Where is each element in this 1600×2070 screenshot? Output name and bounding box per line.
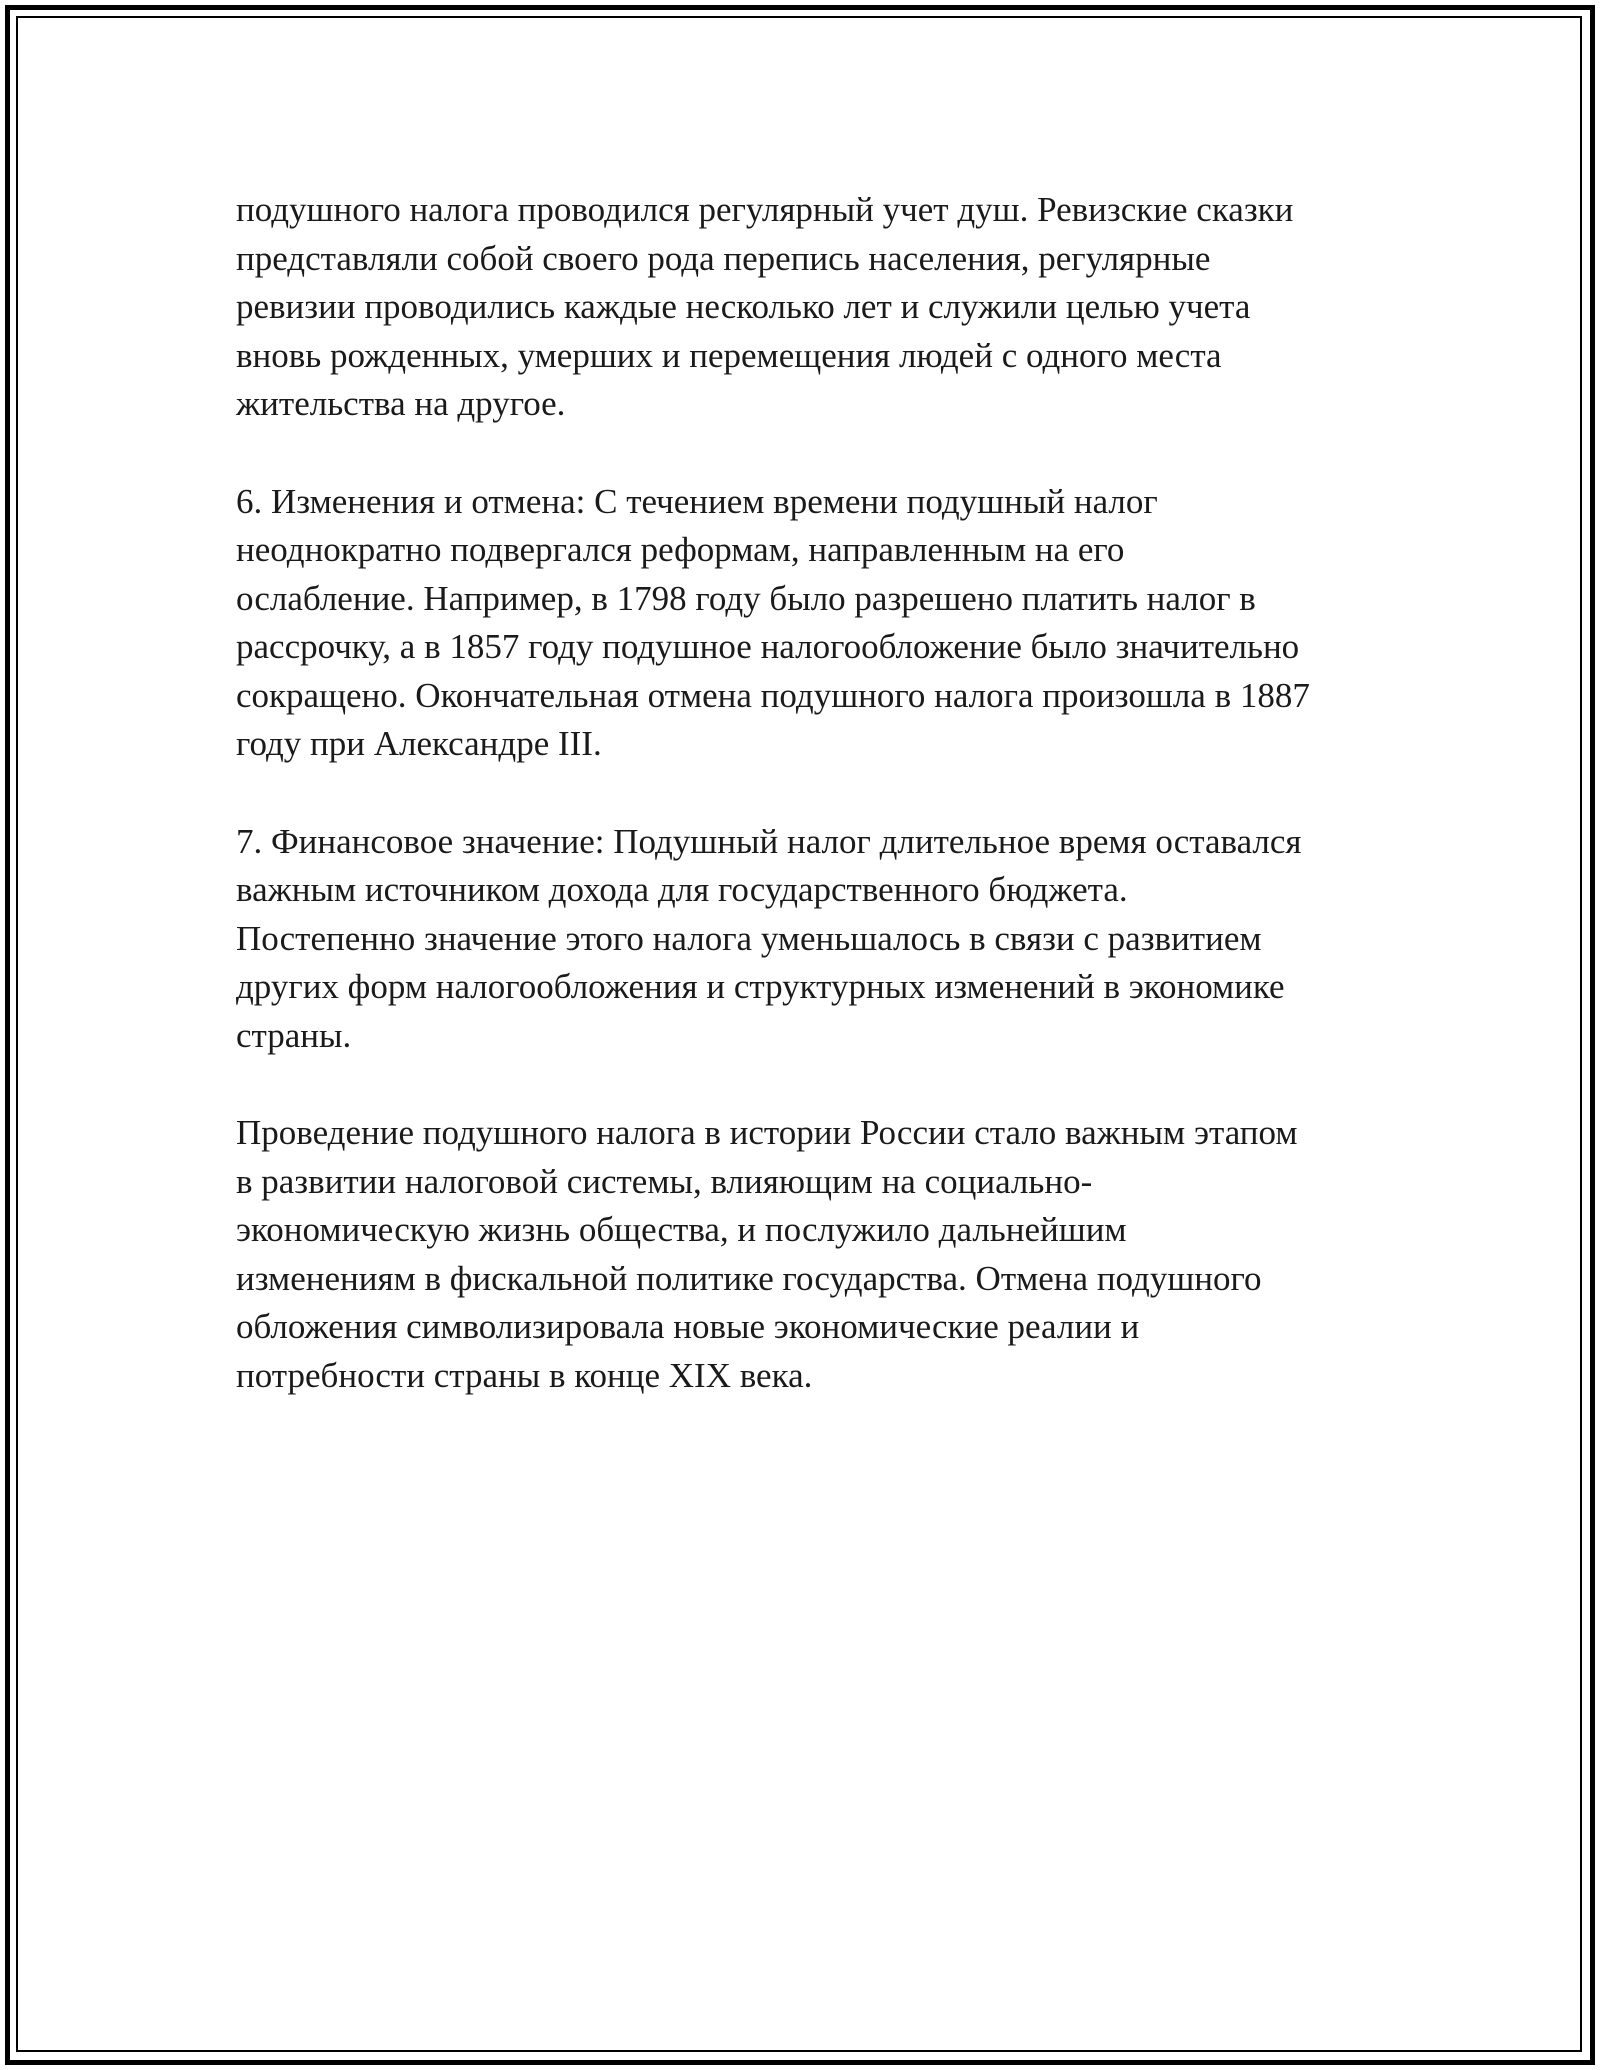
paragraph-conclusion: Проведение подушного налога в истории России стало важным этапом в развитии налоговой системы, влияющим на социально- экономическую жизнь общества, и послужило дальнейшим изменениям в фискальной политике государства. Отмена подушного обложения символизировала новые экономические реалии и потребности страны в конце XIX века. — [236, 1113, 1298, 1395]
paragraph-revision-tales: подушного налога проводился регулярный учет душ. Ревизские сказки представляли собой своего рода перепись населения, регулярные ревизии проводились каждые несколько лет и служили целью учета вновь рожденных, умерших и перемещения людей с одного места жительства на другое. — [236, 190, 1294, 423]
paragraph-changes-and-abolition: 6. Изменения и отмена: С течением времени подушный налог неоднократно подвергался реформам, направленным на его ослабление. Например, в 1798 году было разрешено платить налог в рассрочку, а в 1857 году подушное налогообложение было значительно сокращено. Окончательная отмена подушного налога произошла в 1887 году при Александре III. — [236, 481, 1310, 763]
paragraph-financial-significance: 7. Финансовое значение: Подушный налог длительное время оставался важным источником дохода для государственного бюджета. Постепенно значение этого налога уменьшалось в связи с развитием других форм налогообложения и структурных изменений в экономике страны. — [236, 821, 1302, 1055]
document-body — [236, 186, 1386, 1449]
